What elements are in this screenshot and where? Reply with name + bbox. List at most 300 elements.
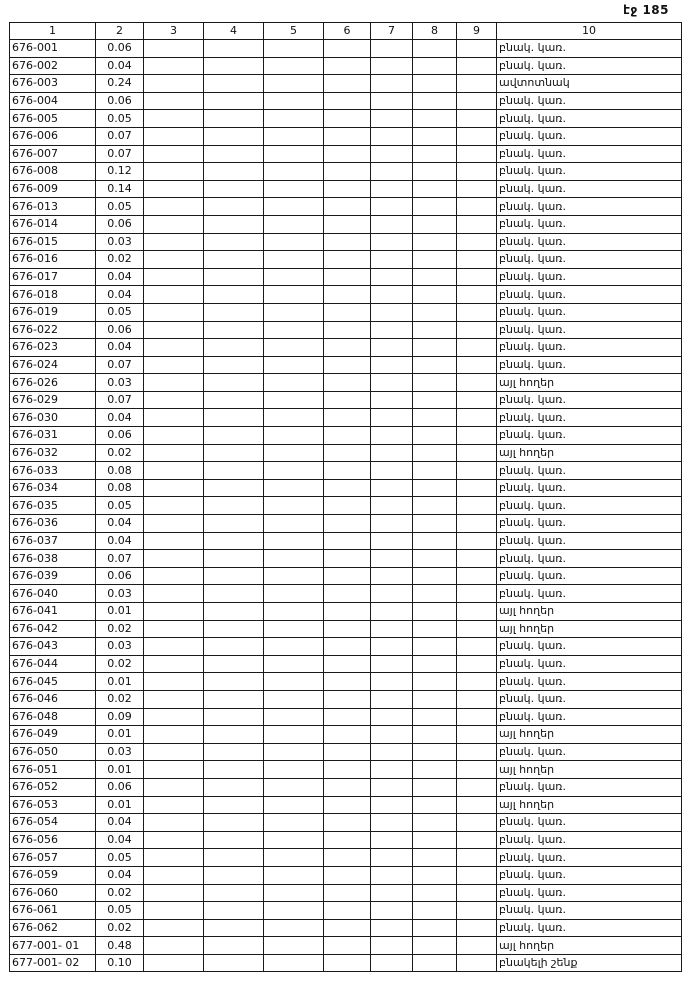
empty-cell [457, 638, 497, 656]
empty-cell [413, 233, 457, 251]
empty-cell [457, 57, 497, 75]
table-row [10, 567, 682, 585]
land-use-cell: բնակ. կառ. [497, 251, 682, 269]
empty-cell [413, 796, 457, 814]
empty-cell [457, 603, 497, 621]
parcel-code-cell: 676-061 [10, 902, 96, 920]
table-row [10, 708, 682, 726]
table-row [10, 268, 682, 286]
empty-cell [324, 145, 371, 163]
empty-cell [264, 902, 324, 920]
empty-cell [264, 374, 324, 392]
empty-cell [413, 391, 457, 409]
empty-cell [457, 92, 497, 110]
empty-cell [264, 778, 324, 796]
empty-cell [204, 75, 264, 93]
table-row [10, 849, 682, 867]
area-cell: 0.05 [96, 497, 144, 515]
land-use-cell: բնակ. կառ. [497, 339, 682, 357]
table-row [10, 690, 682, 708]
empty-cell [264, 444, 324, 462]
area-cell: 0.05 [96, 303, 144, 321]
empty-cell [413, 620, 457, 638]
empty-cell [371, 57, 413, 75]
table-row [10, 778, 682, 796]
table-row [10, 391, 682, 409]
area-cell: 0.06 [96, 778, 144, 796]
area-cell: 0.04 [96, 268, 144, 286]
land-use-cell: այլ հողեր [497, 796, 682, 814]
empty-cell [144, 603, 204, 621]
empty-cell [324, 937, 371, 955]
empty-cell [324, 303, 371, 321]
empty-cell [264, 814, 324, 832]
empty-cell [324, 831, 371, 849]
land-use-cell: բնակ. կառ. [497, 690, 682, 708]
empty-cell [324, 603, 371, 621]
land-use-cell: բնակ. կառ. [497, 567, 682, 585]
table-row [10, 919, 682, 937]
land-use-cell: բնակ. կառ. [497, 814, 682, 832]
table-row [10, 180, 682, 198]
empty-cell [204, 726, 264, 744]
empty-cell [204, 849, 264, 867]
empty-cell [144, 444, 204, 462]
area-cell: 0.04 [96, 814, 144, 832]
table-row [10, 462, 682, 480]
empty-cell [324, 849, 371, 867]
empty-cell [144, 831, 204, 849]
empty-cell [204, 866, 264, 884]
area-cell: 0.08 [96, 462, 144, 480]
empty-cell [144, 655, 204, 673]
land-use-cell: բնակ. կառ. [497, 479, 682, 497]
parcel-code-cell: 676-046 [10, 690, 96, 708]
empty-cell [324, 814, 371, 832]
table-row [10, 902, 682, 920]
empty-cell [204, 814, 264, 832]
empty-cell [264, 427, 324, 445]
area-cell: 0.04 [96, 866, 144, 884]
empty-cell [457, 761, 497, 779]
empty-cell [264, 127, 324, 145]
parcel-code-cell: 676-016 [10, 251, 96, 269]
empty-cell [371, 303, 413, 321]
parcel-code-cell: 676-048 [10, 708, 96, 726]
empty-cell [144, 127, 204, 145]
parcel-code-cell: 676-005 [10, 110, 96, 128]
table-row [10, 620, 682, 638]
empty-cell [371, 831, 413, 849]
parcel-code-cell: 676-031 [10, 427, 96, 445]
table-row [10, 814, 682, 832]
empty-cell [204, 479, 264, 497]
empty-cell [144, 585, 204, 603]
table-row [10, 92, 682, 110]
table-row [10, 321, 682, 339]
table-row [10, 655, 682, 673]
land-use-cell: այլ հողեր [497, 726, 682, 744]
empty-cell [324, 198, 371, 216]
empty-cell [371, 444, 413, 462]
empty-cell [457, 620, 497, 638]
column-header: 8 [413, 23, 457, 40]
empty-cell [144, 902, 204, 920]
empty-cell [204, 198, 264, 216]
empty-cell [264, 339, 324, 357]
parcel-code-cell: 676-014 [10, 215, 96, 233]
land-use-cell: բնակ. կառ. [497, 462, 682, 480]
empty-cell [324, 75, 371, 93]
empty-cell [457, 497, 497, 515]
parcel-code-cell: 676-041 [10, 603, 96, 621]
empty-cell [144, 374, 204, 392]
empty-cell [204, 937, 264, 955]
table-row [10, 831, 682, 849]
area-cell: 0.04 [96, 532, 144, 550]
area-cell: 0.06 [96, 92, 144, 110]
table-row [10, 233, 682, 251]
empty-cell [457, 585, 497, 603]
land-use-cell: բնակ. կառ. [497, 180, 682, 198]
empty-cell [204, 145, 264, 163]
empty-cell [413, 884, 457, 902]
empty-cell [204, 92, 264, 110]
empty-cell [457, 374, 497, 392]
empty-cell [324, 515, 371, 533]
empty-cell [413, 198, 457, 216]
land-use-cell: բնակ. կառ. [497, 409, 682, 427]
parcel-code-cell: 676-023 [10, 339, 96, 357]
empty-cell [457, 233, 497, 251]
empty-cell [204, 585, 264, 603]
land-use-cell: բնակ. կառ. [497, 40, 682, 58]
empty-cell [457, 515, 497, 533]
parcel-code-cell: 676-043 [10, 638, 96, 656]
parcel-code-cell: 676-019 [10, 303, 96, 321]
empty-cell [324, 866, 371, 884]
land-use-cell: բնակ. կառ. [497, 497, 682, 515]
empty-cell [413, 902, 457, 920]
empty-cell [264, 391, 324, 409]
area-cell: 0.05 [96, 110, 144, 128]
empty-cell [204, 427, 264, 445]
empty-cell [413, 374, 457, 392]
empty-cell [264, 673, 324, 691]
empty-cell [413, 866, 457, 884]
table-row [10, 603, 682, 621]
empty-cell [371, 673, 413, 691]
empty-cell [144, 884, 204, 902]
land-use-cell: բնակ. կառ. [497, 215, 682, 233]
empty-cell [264, 550, 324, 568]
empty-cell [371, 550, 413, 568]
parcel-code-cell: 676-042 [10, 620, 96, 638]
empty-cell [457, 831, 497, 849]
table-row [10, 286, 682, 304]
empty-cell [371, 655, 413, 673]
parcel-code-cell: 676-008 [10, 163, 96, 181]
empty-cell [413, 567, 457, 585]
empty-cell [144, 708, 204, 726]
empty-cell [413, 40, 457, 58]
empty-cell [371, 462, 413, 480]
table-row [10, 866, 682, 884]
empty-cell [324, 321, 371, 339]
empty-cell [371, 567, 413, 585]
land-use-cell: ավտոտնակ [497, 75, 682, 93]
land-use-cell: բնակ. կառ. [497, 233, 682, 251]
empty-cell [204, 603, 264, 621]
empty-cell [413, 110, 457, 128]
empty-cell [371, 937, 413, 955]
parcel-code-cell: 676-040 [10, 585, 96, 603]
empty-cell [371, 427, 413, 445]
empty-cell [324, 902, 371, 920]
land-use-cell: բնակ. կառ. [497, 831, 682, 849]
empty-cell [144, 620, 204, 638]
land-use-cell: բնակ. կառ. [497, 92, 682, 110]
parcel-code-cell: 677-001- 02 [10, 954, 96, 972]
empty-cell [204, 321, 264, 339]
empty-cell [413, 303, 457, 321]
empty-cell [324, 919, 371, 937]
empty-cell [264, 937, 324, 955]
parcel-code-cell: 676-009 [10, 180, 96, 198]
empty-cell [324, 251, 371, 269]
table-row [10, 550, 682, 568]
area-cell: 0.03 [96, 638, 144, 656]
area-cell: 0.07 [96, 356, 144, 374]
area-cell: 0.02 [96, 919, 144, 937]
empty-cell [371, 532, 413, 550]
land-use-cell: բնակ. կառ. [497, 550, 682, 568]
empty-cell [144, 75, 204, 93]
empty-cell [264, 743, 324, 761]
empty-cell [264, 919, 324, 937]
table-row [10, 532, 682, 550]
empty-cell [264, 866, 324, 884]
parcel-code-cell: 677-001- 01 [10, 937, 96, 955]
parcel-code-cell: 676-044 [10, 655, 96, 673]
area-cell: 0.02 [96, 444, 144, 462]
parcel-code-cell: 676-056 [10, 831, 96, 849]
land-use-cell: բնակ. կառ. [497, 57, 682, 75]
land-use-cell: այլ հողեր [497, 444, 682, 462]
empty-cell [371, 902, 413, 920]
table-row [10, 409, 682, 427]
land-use-cell: բնակ. կառ. [497, 127, 682, 145]
empty-cell [324, 339, 371, 357]
empty-cell [371, 690, 413, 708]
empty-cell [204, 796, 264, 814]
parcel-code-cell: 676-032 [10, 444, 96, 462]
empty-cell [204, 374, 264, 392]
empty-cell [371, 761, 413, 779]
empty-cell [264, 532, 324, 550]
empty-cell [264, 603, 324, 621]
empty-cell [413, 726, 457, 744]
empty-cell [371, 515, 413, 533]
empty-cell [371, 726, 413, 744]
empty-cell [413, 57, 457, 75]
empty-cell [204, 708, 264, 726]
empty-cell [457, 303, 497, 321]
empty-cell [457, 954, 497, 972]
land-use-cell: բնակ. կառ. [497, 110, 682, 128]
empty-cell [413, 532, 457, 550]
parcel-code-cell: 676-013 [10, 198, 96, 216]
empty-cell [144, 427, 204, 445]
area-cell: 0.02 [96, 655, 144, 673]
empty-cell [264, 40, 324, 58]
empty-cell [457, 198, 497, 216]
empty-cell [457, 110, 497, 128]
empty-cell [264, 303, 324, 321]
empty-cell [413, 251, 457, 269]
empty-cell [371, 620, 413, 638]
empty-cell [413, 444, 457, 462]
empty-cell [371, 198, 413, 216]
empty-cell [457, 919, 497, 937]
area-cell: 0.03 [96, 374, 144, 392]
parcel-code-cell: 676-004 [10, 92, 96, 110]
empty-cell [204, 286, 264, 304]
empty-cell [324, 884, 371, 902]
empty-cell [264, 849, 324, 867]
parcel-code-cell: 676-035 [10, 497, 96, 515]
empty-cell [324, 409, 371, 427]
land-use-cell: բնակ. կառ. [497, 585, 682, 603]
empty-cell [204, 902, 264, 920]
empty-cell [144, 409, 204, 427]
column-header: 4 [204, 23, 264, 40]
empty-cell [371, 321, 413, 339]
empty-cell [413, 937, 457, 955]
empty-cell [413, 690, 457, 708]
empty-cell [413, 356, 457, 374]
land-use-cell: բնակ. կառ. [497, 673, 682, 691]
empty-cell [144, 233, 204, 251]
empty-cell [457, 215, 497, 233]
empty-cell [371, 954, 413, 972]
empty-cell [371, 814, 413, 832]
empty-cell [324, 567, 371, 585]
empty-cell [144, 163, 204, 181]
empty-cell [144, 761, 204, 779]
empty-cell [144, 92, 204, 110]
area-cell: 0.04 [96, 57, 144, 75]
parcel-code-cell: 676-022 [10, 321, 96, 339]
area-cell: 0.02 [96, 884, 144, 902]
land-use-cell: բնակ. կառ. [497, 356, 682, 374]
empty-cell [371, 356, 413, 374]
empty-cell [264, 884, 324, 902]
land-use-cell: այլ հողեր [497, 761, 682, 779]
empty-cell [264, 690, 324, 708]
area-cell: 0.01 [96, 603, 144, 621]
empty-cell [457, 462, 497, 480]
empty-cell [457, 849, 497, 867]
empty-cell [413, 761, 457, 779]
empty-cell [413, 409, 457, 427]
table-row [10, 356, 682, 374]
empty-cell [413, 215, 457, 233]
empty-cell [413, 831, 457, 849]
empty-cell [371, 127, 413, 145]
parcel-code-cell: 676-054 [10, 814, 96, 832]
area-cell: 0.04 [96, 409, 144, 427]
empty-cell [144, 937, 204, 955]
empty-cell [324, 743, 371, 761]
empty-cell [324, 673, 371, 691]
empty-cell [324, 462, 371, 480]
empty-cell [413, 479, 457, 497]
land-use-cell: բնակելի շենք [497, 954, 682, 972]
parcel-code-cell: 676-034 [10, 479, 96, 497]
parcel-code-cell: 676-062 [10, 919, 96, 937]
table-row [10, 427, 682, 445]
empty-cell [371, 163, 413, 181]
empty-cell [264, 268, 324, 286]
parcel-code-cell: 676-002 [10, 57, 96, 75]
empty-cell [144, 690, 204, 708]
empty-cell [324, 796, 371, 814]
empty-cell [144, 57, 204, 75]
empty-cell [324, 726, 371, 744]
parcel-code-cell: 676-024 [10, 356, 96, 374]
area-cell: 0.14 [96, 180, 144, 198]
area-cell: 0.07 [96, 391, 144, 409]
empty-cell [324, 761, 371, 779]
empty-cell [324, 690, 371, 708]
table-row [10, 726, 682, 744]
empty-cell [204, 303, 264, 321]
empty-cell [144, 462, 204, 480]
empty-cell [324, 57, 371, 75]
empty-cell [413, 849, 457, 867]
empty-cell [204, 778, 264, 796]
empty-cell [264, 356, 324, 374]
table-row [10, 57, 682, 75]
empty-cell [144, 778, 204, 796]
area-cell: 0.06 [96, 427, 144, 445]
parcel-code-cell: 676-037 [10, 532, 96, 550]
empty-cell [204, 180, 264, 198]
land-use-cell: բնակ. կառ. [497, 778, 682, 796]
empty-cell [457, 796, 497, 814]
table-row [10, 444, 682, 462]
empty-cell [204, 233, 264, 251]
empty-cell [264, 831, 324, 849]
empty-cell [457, 884, 497, 902]
empty-cell [204, 356, 264, 374]
empty-cell [324, 92, 371, 110]
parcel-code-cell: 676-001 [10, 40, 96, 58]
column-header: 2 [96, 23, 144, 40]
empty-cell [413, 603, 457, 621]
area-cell: 0.07 [96, 145, 144, 163]
empty-cell [324, 356, 371, 374]
empty-cell [264, 198, 324, 216]
empty-cell [324, 268, 371, 286]
empty-cell [264, 620, 324, 638]
land-register-table [9, 22, 682, 972]
empty-cell [413, 180, 457, 198]
empty-cell [204, 655, 264, 673]
table-row [10, 515, 682, 533]
empty-cell [413, 497, 457, 515]
